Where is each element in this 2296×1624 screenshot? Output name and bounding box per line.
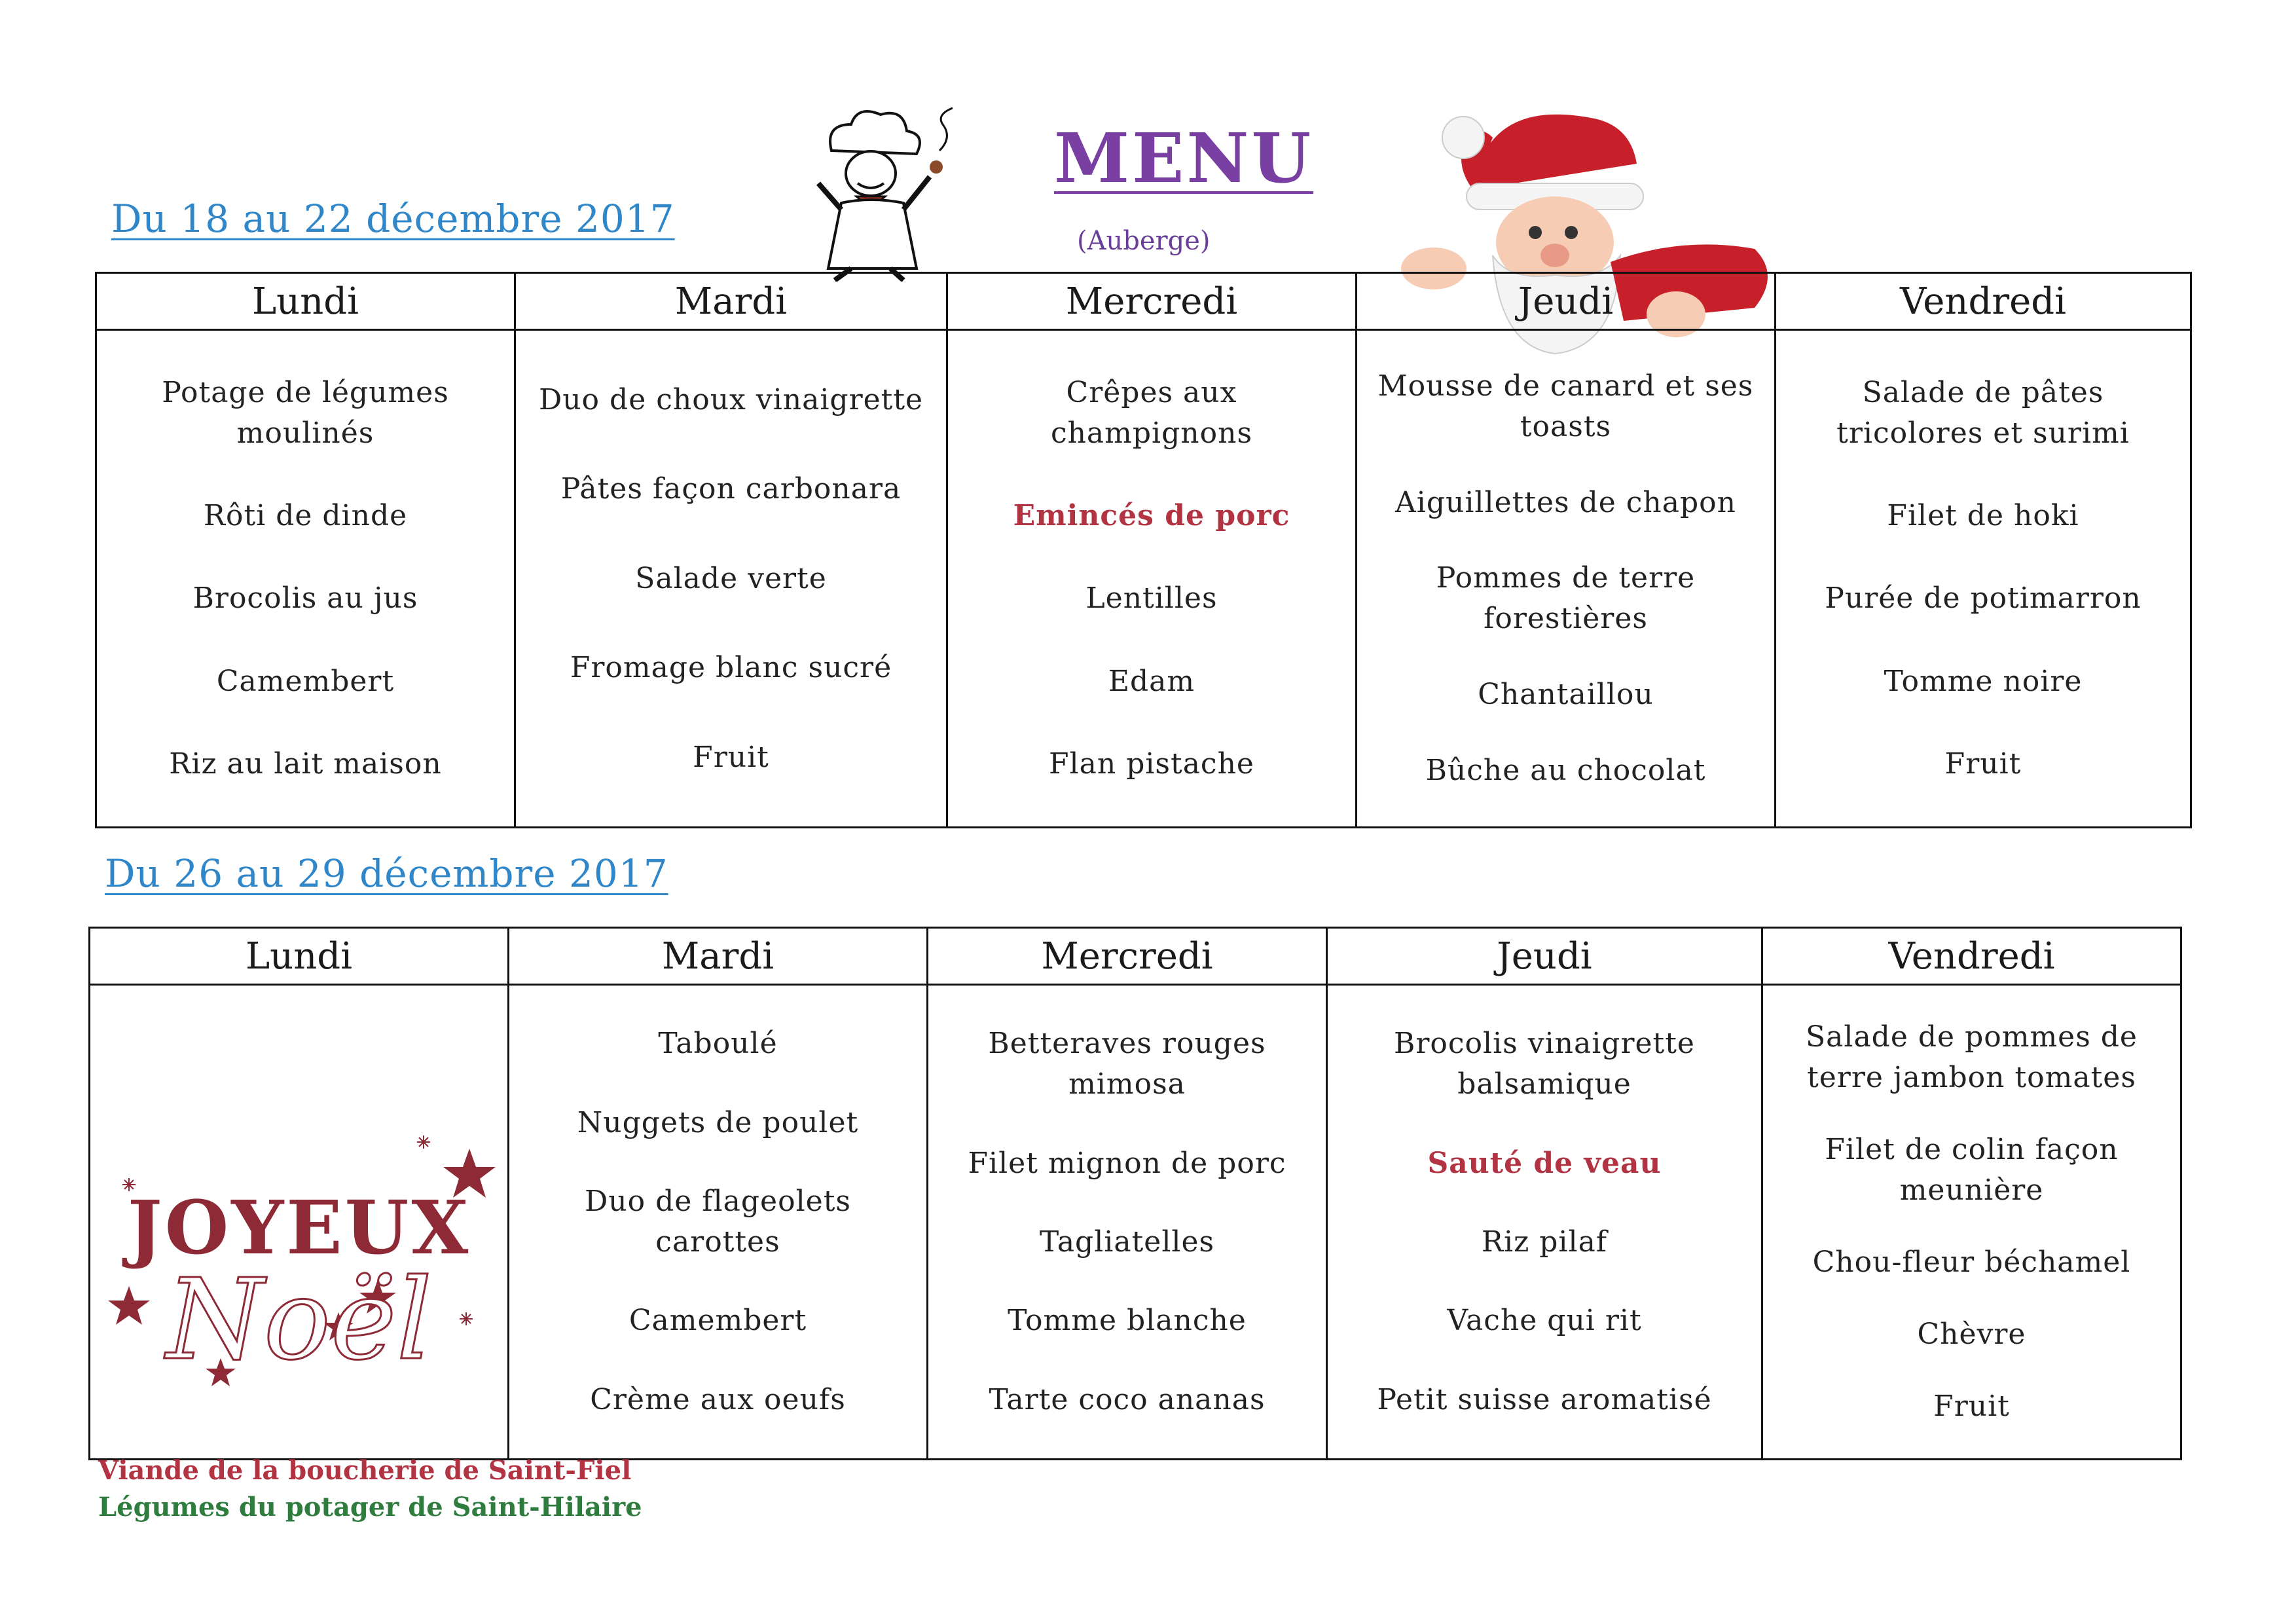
dish: Salade de pâtes tricolores et surimi [1836, 376, 2130, 451]
week1-lundi-cell [96, 330, 515, 828]
noel-text: Noël [166, 1255, 432, 1385]
dish: Salade de pommes de terre jambon tomates [1806, 1020, 2138, 1094]
dish: Brocolis au jus [192, 581, 418, 616]
dish: Mousse de canard et ses toasts [1377, 369, 1754, 443]
week1-day-header: Jeudi [1357, 273, 1776, 330]
dish: Riz au lait maison [169, 747, 442, 781]
dish: Tarte coco ananas [989, 1382, 1266, 1416]
dish: Tomme blanche [1008, 1304, 1247, 1338]
dish: Tagliatelles [1039, 1225, 1215, 1259]
dish: Aiguillettes de chapon [1395, 485, 1736, 519]
dish: Fruit [1933, 1390, 2010, 1423]
dish: Lentilles [1085, 581, 1218, 616]
star-icon [108, 1286, 150, 1325]
dish-highlight: Emincés de porc [1013, 499, 1290, 533]
dish: Duo de flageolets carottes [585, 1184, 851, 1259]
dish: Rôti de dinde [203, 499, 408, 533]
dish: Pâtes façon carbonara [560, 472, 902, 506]
dish: Tomme noire [1884, 664, 2083, 698]
week2-title: Du 26 au 29 décembre 2017 [105, 851, 668, 896]
dish: Chantaillou [1478, 678, 1654, 712]
dish: Taboulé [658, 1027, 778, 1061]
dish: Edam [1108, 664, 1195, 698]
star-icon [417, 1135, 430, 1149]
dish: Camembert [629, 1304, 807, 1338]
week2-day-header: Jeudi [1327, 928, 1762, 985]
week1-mercredi-cell [947, 330, 1357, 828]
dish-highlight: Sauté de veau [1427, 1146, 1662, 1180]
dish: Fromage blanc sucré [570, 651, 892, 684]
week1-header-row [96, 273, 2191, 330]
dish: Purée de potimarron [1825, 581, 2141, 616]
dish: Riz pilaf [1481, 1225, 1608, 1259]
week2-day-header: Mardi [509, 928, 928, 985]
dish: Fruit [1944, 747, 2022, 781]
week2-day-header: Mercredi [928, 928, 1327, 985]
week2-day-header: Lundi [90, 928, 509, 985]
week1-jeudi-cell [1357, 330, 1776, 828]
dish: Bûche au chocolat [1425, 754, 1706, 788]
dish: Filet mignon de porc [968, 1146, 1286, 1180]
dish: Petit suisse aromatisé [1377, 1382, 1712, 1416]
dish: Salade verte [635, 561, 827, 595]
week1-day-header: Mercredi [947, 273, 1357, 330]
dish: Filet de colin façon meunière [1825, 1133, 2119, 1207]
week2-dishes-row [90, 985, 2181, 1460]
week1-vendredi-cell [1776, 330, 2191, 828]
week1-day-header: Mardi [515, 273, 947, 330]
footnote-meat: Viande de la boucherie de Saint-Fiel [98, 1455, 632, 1486]
week2-lundi-cell [90, 985, 509, 1460]
menu-title: MENU [1054, 118, 1314, 198]
week2-day-header: Vendredi [1762, 928, 2181, 985]
week2-vendredi-cell [1762, 985, 2181, 1460]
footnote-vegetables: Légumes du potager de Saint-Hilaire [98, 1492, 642, 1522]
dish: Betteraves rouges mimosa [988, 1027, 1266, 1101]
joyeux-noel-graphic [103, 1050, 496, 1391]
dish: Vache qui rit [1447, 1304, 1642, 1338]
menu-subtitle: (Auberge) [1077, 226, 1211, 256]
dish: Crème aux oeufs [590, 1382, 846, 1416]
week1-day-header: Vendredi [1776, 273, 2191, 330]
week2-jeudi-cell [1327, 985, 1762, 1460]
week1-day-header: Lundi [96, 273, 515, 330]
week2-mercredi-cell [928, 985, 1327, 1460]
week1-mardi-cell [515, 330, 947, 828]
week1-table [95, 272, 2192, 828]
dish: Pommes de terre forestières [1436, 561, 1696, 636]
week2-mardi-cell [509, 985, 928, 1460]
star-icon [460, 1312, 473, 1325]
joyeux-text: JOYEUX [127, 1185, 471, 1271]
dish: Nuggets de poulet [577, 1105, 859, 1139]
dish: Potage de légumes moulinés [162, 376, 449, 451]
dish: Fruit [693, 740, 769, 774]
week2-table [88, 927, 2182, 1460]
dish: Chèvre [1917, 1318, 2026, 1351]
dish: Chou-fleur béchamel [1812, 1246, 2131, 1279]
week1-title: Du 18 au 22 décembre 2017 [111, 196, 675, 241]
dish: Camembert [216, 664, 395, 698]
week1-dishes-row [96, 330, 2191, 828]
week2-header-row [90, 928, 2181, 985]
dish: Brocolis vinaigrette balsamique [1394, 1027, 1695, 1101]
dish: Filet de hoki [1887, 499, 2079, 533]
dish: Crêpes aux champignons [1050, 376, 1253, 451]
chef-icon [805, 105, 969, 282]
dish: Duo de choux vinaigrette [538, 382, 924, 416]
dish: Flan pistache [1049, 747, 1254, 781]
